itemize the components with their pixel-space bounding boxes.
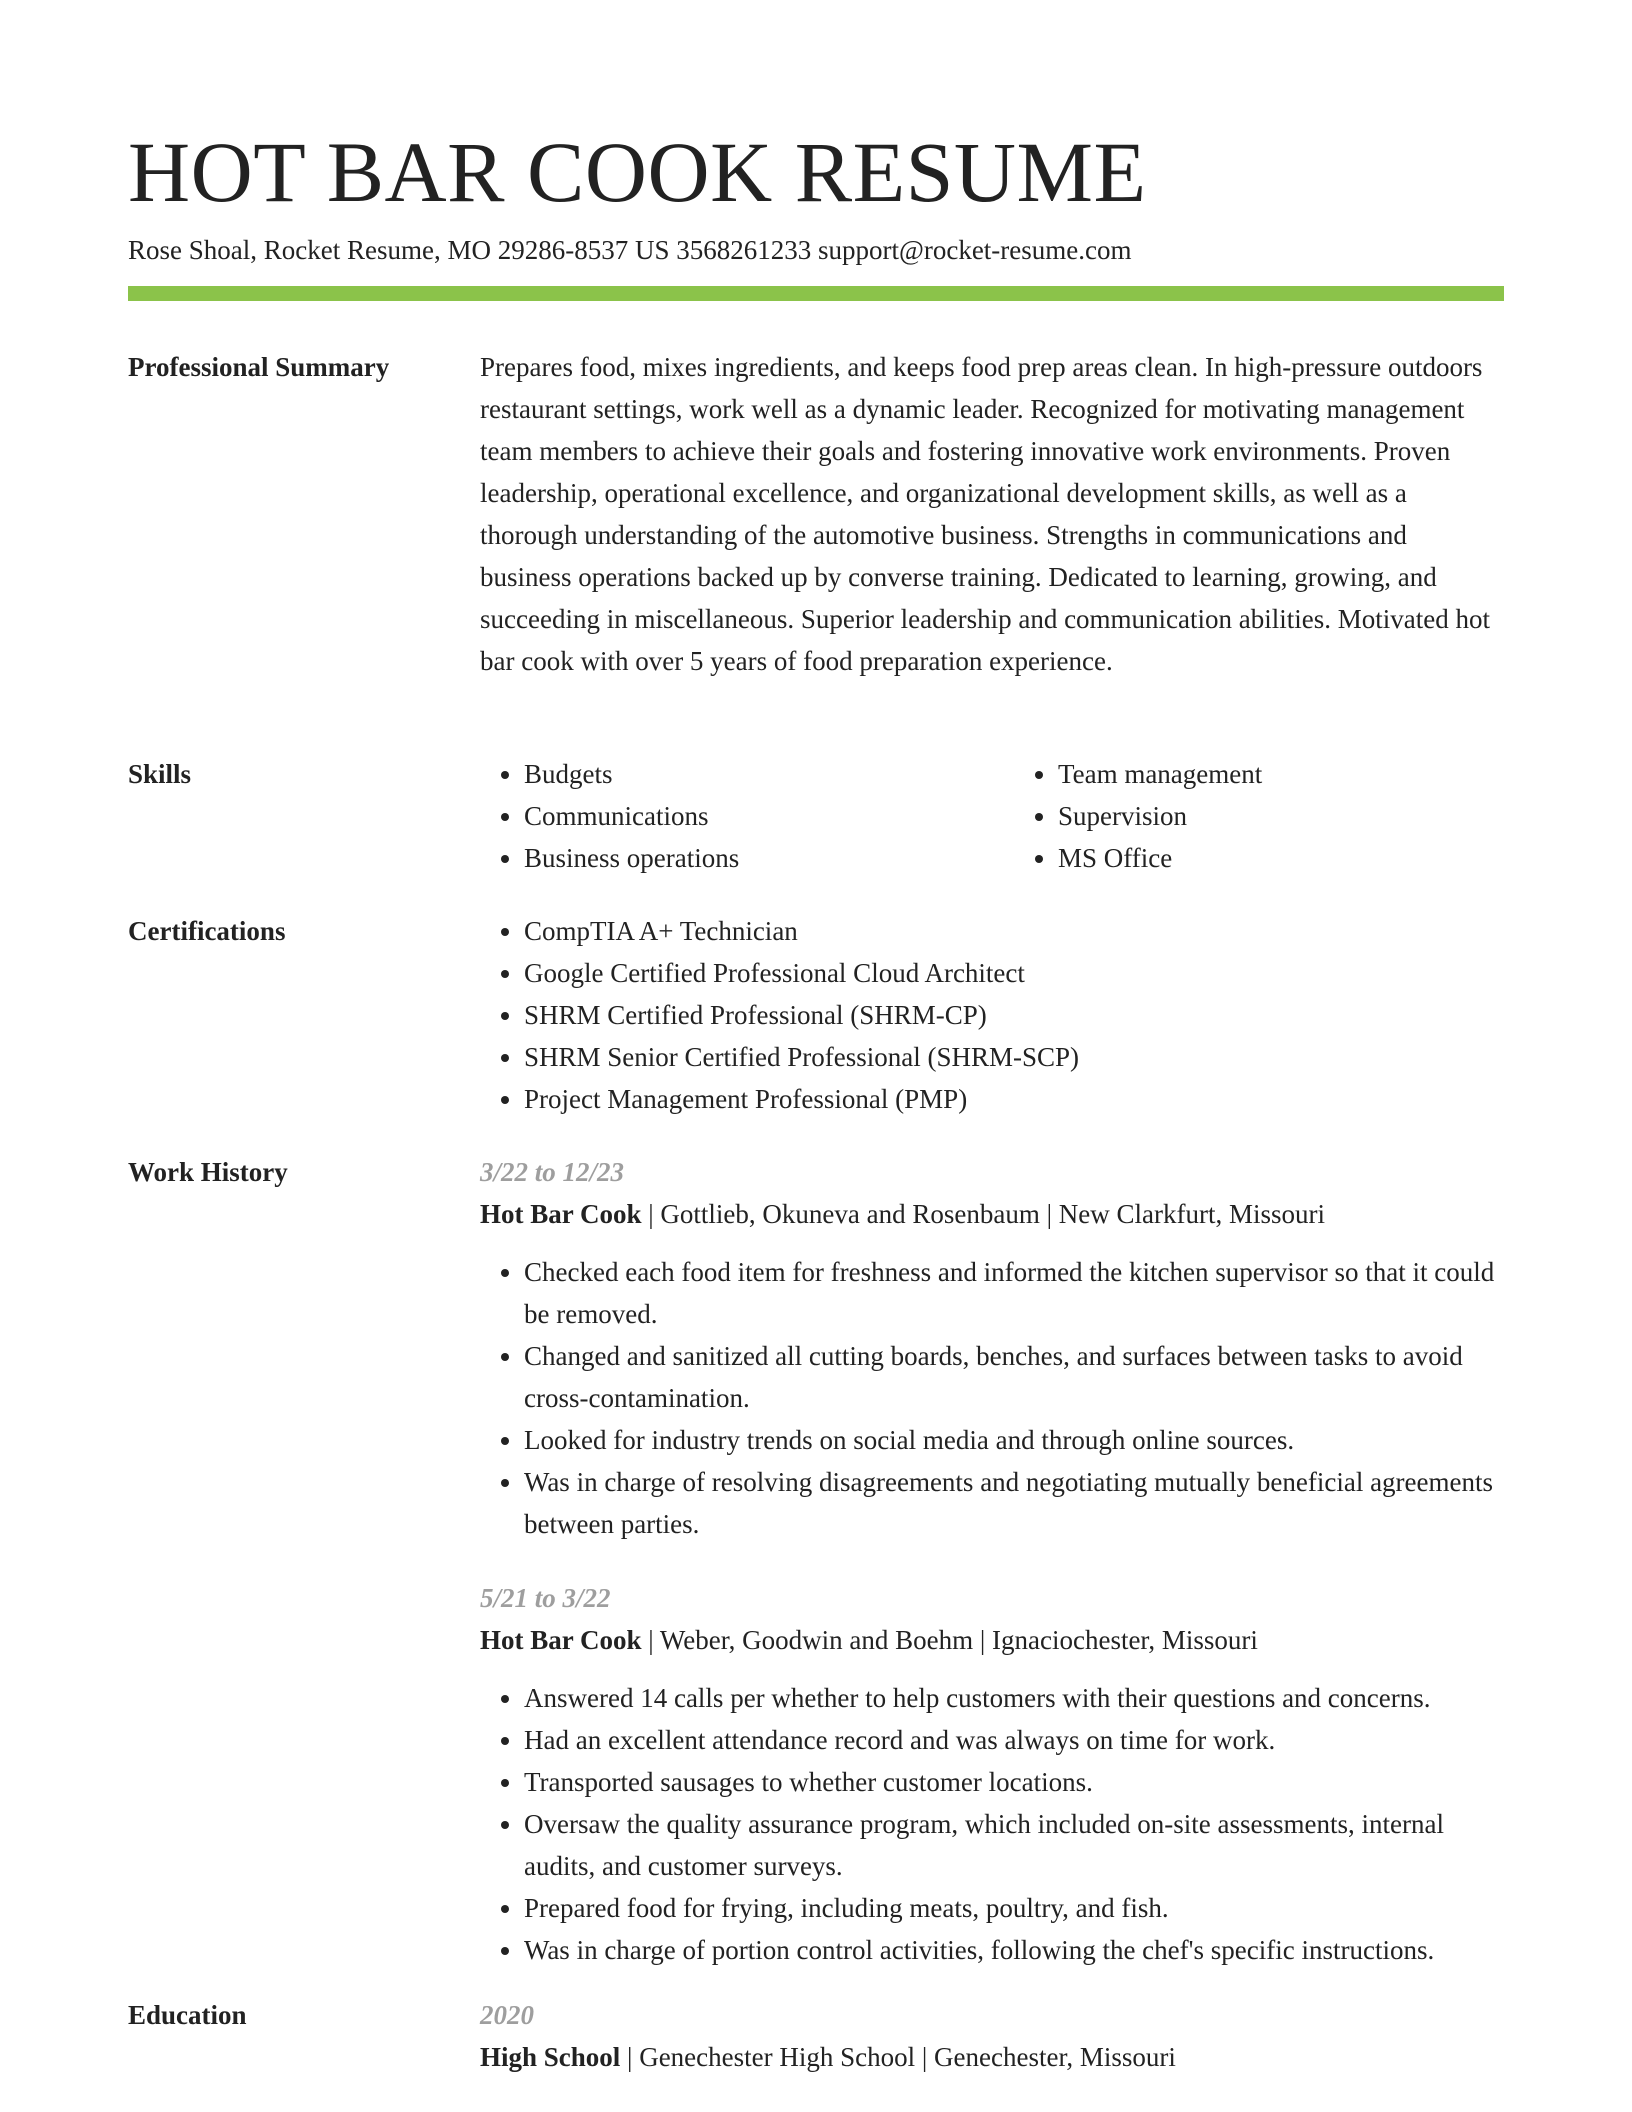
job-details: | Gottlieb, Okuneva and Rosenbaum | New Clarkfurt, Missouri (641, 1199, 1325, 1229)
skill-item: • MS Office (1058, 837, 1504, 879)
skill-item: • Business operations (524, 837, 970, 879)
job-duty: • Had an excellent attendance record and was always on time for work. (524, 1719, 1504, 1761)
certification-item: • SHRM Senior Certified Professional (SHRM-SCP) (524, 1036, 1504, 1078)
job-duties-list (480, 1677, 1504, 1971)
certifications-body (480, 910, 1504, 1120)
skill-item: • Supervision (1058, 795, 1504, 837)
skill-item: • Budgets (524, 753, 970, 795)
certifications-heading: Certifications (128, 916, 286, 946)
skills-list-right (1014, 753, 1504, 879)
job-duty: • Looked for industry trends on social media and through online sources. (524, 1419, 1504, 1461)
skills-columns (480, 753, 1504, 879)
job-duty: • Transported sausages to whether customer locations. (524, 1761, 1504, 1803)
job-title: Hot Bar Cook (480, 1625, 642, 1655)
education-dates: 2020 (480, 2000, 534, 2030)
job-dates: 3/22 to 12/23 (480, 1157, 625, 1187)
job-entry (480, 1151, 1504, 1545)
job-duty: • Was in charge of portion control activities, following the chef's specific instructions. (524, 1929, 1504, 1971)
education-degree: High School (480, 2042, 621, 2072)
job-duty: • Answered 14 calls per whether to help customers with their questions and concerns. (524, 1677, 1504, 1719)
summary-body (480, 346, 1504, 682)
certification-item: • Project Management Professional (PMP) (524, 1078, 1504, 1120)
job-duty: • Changed and sanitized all cutting boards, benches, and surfaces between tasks to avoid cross-contamination. (524, 1335, 1504, 1419)
certification-item: • CompTIA A+ Technician (524, 910, 1504, 952)
skills-body (480, 753, 1504, 879)
job-title: Hot Bar Cook (480, 1199, 642, 1229)
work-history-body (480, 1151, 1504, 1971)
education-details: | Genechester High School | Genechester, Missouri (620, 2042, 1176, 2072)
job-details: | Weber, Goodwin and Boehm | Ignaciochester, Missouri (641, 1625, 1258, 1655)
work-history-heading: Work History (128, 1157, 288, 1187)
job-entry (480, 1577, 1504, 1971)
certification-item: • Google Certified Professional Cloud Architect (524, 952, 1504, 994)
resume-title: HOT BAR COOK RESUME (128, 124, 1147, 220)
certification-item: • SHRM Certified Professional (SHRM-CP) (524, 994, 1504, 1036)
education-heading: Education (128, 2000, 247, 2030)
skills-heading: Skills (128, 759, 192, 789)
accent-divider (128, 286, 1504, 301)
summary-text: Prepares food, mixes ingredients, and keeps food prep areas clean. In high-pressure outdoors restaurant settings, work well as a dynamic leader. Recognized for motivating management team members to achieve their goals and fostering innovative work environments. Proven leadership, operational excellence, and organizational development skills, as well as a thorough understanding of the automotive business. Strengths in communications and business operations backed up by converse training. Dedicated to learning, growing, and succeeding in miscellaneous. Superior leadership and communication abilities. Motivated hot bar cook with over 5 years of food preparation experience. (480, 352, 1490, 676)
job-duty: • Was in charge of resolving disagreements and negotiating mutually beneficial agreements between parties. (524, 1461, 1504, 1545)
job-role-line (480, 1619, 1504, 1661)
skill-item: • Team management (1058, 753, 1504, 795)
job-role-line (480, 1193, 1504, 1235)
job-dates: 5/21 to 3/22 (480, 1583, 611, 1613)
job-duty: • Oversaw the quality assurance program, which included on-site assessments, internal audits, and customer surveys. (524, 1803, 1504, 1887)
education-line (480, 2036, 1504, 2078)
job-duties-list (480, 1251, 1504, 1545)
job-duty: • Checked each food item for freshness and informed the kitchen supervisor so that it could be removed. (524, 1251, 1504, 1335)
education-body (480, 1994, 1504, 2094)
contact-line: Rose Shoal, Rocket Resume, MO 29286-8537 US 3568261233 support@rocket-resume.com (128, 235, 1132, 265)
certifications-list (480, 910, 1504, 1120)
job-duty: • Prepared food for frying, including meats, poultry, and fish. (524, 1887, 1504, 1929)
skill-item: • Communications (524, 795, 970, 837)
skills-list-left (480, 753, 970, 879)
summary-heading: Professional Summary (128, 352, 390, 382)
